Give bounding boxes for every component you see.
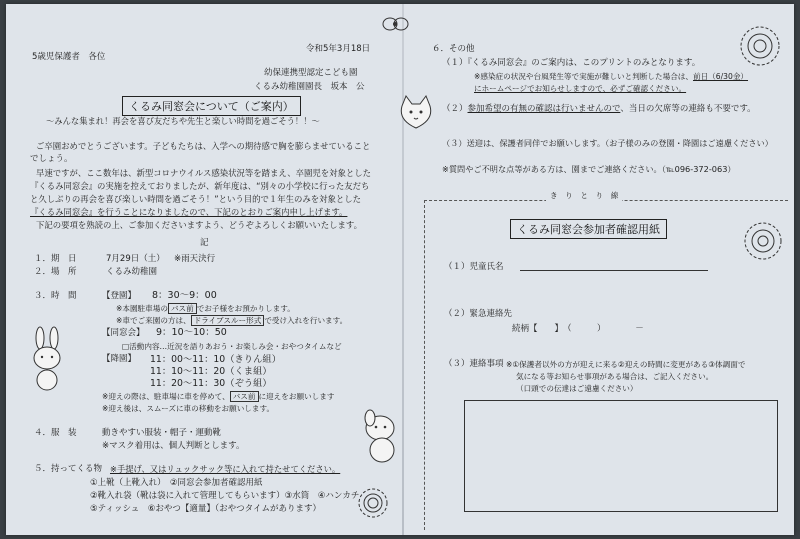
dog-illustration	[358, 408, 406, 464]
form-notes-instruction: ※①保護者以外の方が迎えに来る②迎えの時間に変更がある③体調面で	[506, 360, 746, 369]
item1-label: １．期 日	[34, 254, 77, 264]
cut-line-vertical	[424, 200, 425, 530]
flower-illustration-right	[742, 220, 784, 262]
item1-note: ※雨天決行	[174, 254, 216, 264]
ki-heading: 記	[200, 238, 209, 248]
para2-line5: 下記の要項を熟読の上、ご参加くださいますよう、どうぞよろしくお願いいたします。	[36, 220, 362, 230]
principal: くるみ幼稚園園長 坂本 公	[254, 82, 365, 92]
flower-illustration-left	[356, 486, 390, 520]
form-notes-instruction-3: （口頭での伝達はご遠慮ください）	[516, 384, 638, 393]
pickup-note-2: ※迎え後は、スムーズに車の移動をお願いします。	[102, 404, 275, 413]
pickup-note: ※迎えの際は、駐車場に車を停めて、 バス前 に迎えをお願いします	[102, 392, 335, 401]
cat-illustration	[394, 92, 438, 136]
dosokai-time: 9：10～10：50	[156, 327, 227, 338]
item1-date: 7月29日（土）	[106, 254, 165, 264]
inquiry-note: ※質問やご不明な点等がある方は、園までご連絡ください。（℡096-372-063）	[442, 164, 736, 174]
para2-line2: 『くるみ同窓会』の実施を控えておりましたが、新年度は、“別々の小学校に行った友だち	[30, 181, 370, 191]
bee-illustration	[378, 12, 412, 34]
handout-paper	[6, 4, 794, 535]
form-title: くるみ同窓会参加者確認用紙	[510, 219, 667, 239]
para2-line4: 『くるみ同窓会』を行うことになりましたので、下記のとおりご案内申し上げます。	[30, 207, 348, 217]
form-child-name-label: （１）児童氏名	[444, 262, 504, 272]
cut-line-label: き り と り 線	[546, 190, 622, 201]
other-1-note: ※感染症の状況や台風発生等で実施が難しいと判断した場合は、前日（6/30金）	[474, 72, 749, 81]
issue-date: 令和5年3月18日	[306, 44, 371, 54]
child-name-line[interactable]	[520, 270, 708, 271]
bring-line3: ⑤ティッシュ ⑥おやつ【適量】（おやつタイムがあります）	[90, 504, 321, 514]
para2-line1: 早速ですが、ここ数年は、新型コロナウイルス感染状況等を踏まえ、卒園児を対象とした	[36, 168, 371, 178]
form-emergency-fields[interactable]: 続柄【 】 （ ） －	[512, 324, 644, 334]
flower-illustration-top	[738, 24, 782, 68]
note-bus: ※本園駐車場の バス前 でお子様をお預かりします。	[116, 304, 295, 313]
koen-kirin: 11：00～11：10（きりん組）	[150, 354, 281, 365]
notice-title: くるみ同窓会について（ご案内）	[122, 96, 301, 116]
form-notes-instruction-2: 気になる等お知らせ事項がある場合は、ご記入ください。	[516, 372, 714, 381]
koen-zou: 11：20～11：30（ぞう組）	[150, 378, 272, 389]
tokoen-time: 8：30～9：00	[152, 290, 217, 301]
other-1-note-2: にホームページでお知らせしますので、必ずご確認ください。	[474, 84, 687, 93]
item4-label: ４．服 装	[34, 428, 77, 438]
form-emergency-label: （２）緊急連絡先	[444, 309, 513, 319]
notice-subtitle: ～みんな集まれ！再会を喜び友だちや先生と楽しい時間を過ごそう！！～	[46, 116, 320, 126]
organization: 幼保連携型認定こども園	[264, 68, 358, 78]
para1-line1: ご卒園おめでとうございます。子どもたちは、入学への期待感で胸を膨らませていること	[36, 141, 371, 151]
item4-mask-note: ※マスク着用は、個人判断とします。	[102, 441, 245, 451]
other-1: （１）『くるみ同窓会』のご案内は、このプリントのみとなります。	[442, 58, 701, 68]
dosokai-label: 【同窓会】	[102, 328, 145, 338]
notes-write-box[interactable]	[464, 400, 778, 512]
item4-clothes: 動きやすい服装・帽子・運動靴	[102, 428, 222, 438]
item2-label: ２．場 所	[34, 267, 77, 277]
koen-label: 【降園】	[102, 354, 137, 364]
addressee: 5歳児保護者 各位	[32, 52, 106, 62]
para1-line2: でしょう。	[30, 154, 73, 164]
other-3: （３）送迎は、保護者同伴でお願いします。（お子様のみの登園・降園はご遠慮ください）	[442, 138, 773, 148]
item5-label: ５．持ってくる物	[34, 464, 103, 474]
tokoen-label: 【登園】	[102, 291, 137, 301]
item6-label: ６．その他	[432, 44, 475, 54]
item5-note: ※手提げ、又はリュックサック等に入れて持たせてください。	[110, 464, 341, 474]
form-notes-label: （３）連絡事項	[444, 359, 504, 369]
item3-label: ３．時 間	[34, 291, 77, 301]
note-car: ※車でご来園の方は、 ドライブスルー形式 で受け入れを行います。	[116, 316, 348, 325]
rabbit-illustration	[22, 326, 74, 392]
item2-place: くるみ幼稚園	[106, 267, 158, 277]
bring-line1: ①上靴（上靴入れ） ②同窓会参加者確認用紙	[90, 478, 263, 488]
other-2: （２）参加希望の有無の確認は行いませんので、当日の欠席等の連絡も不要です。	[442, 104, 756, 114]
para2-line3: と久しぶりの再会を喜び楽しい時間を過ごそう！”という目的で１年生のみを対象とした	[30, 194, 361, 204]
bring-line2: ②靴入れ袋（靴は袋に入れて管理してもらいます）③水筒 ④ハンカチ	[90, 491, 360, 501]
koen-kuma: 11：10～11：20（くま組）	[150, 366, 272, 377]
activity-content: □活動内容…近況を語りあおう・お楽しみ会・おやつタイムなど	[122, 342, 342, 351]
